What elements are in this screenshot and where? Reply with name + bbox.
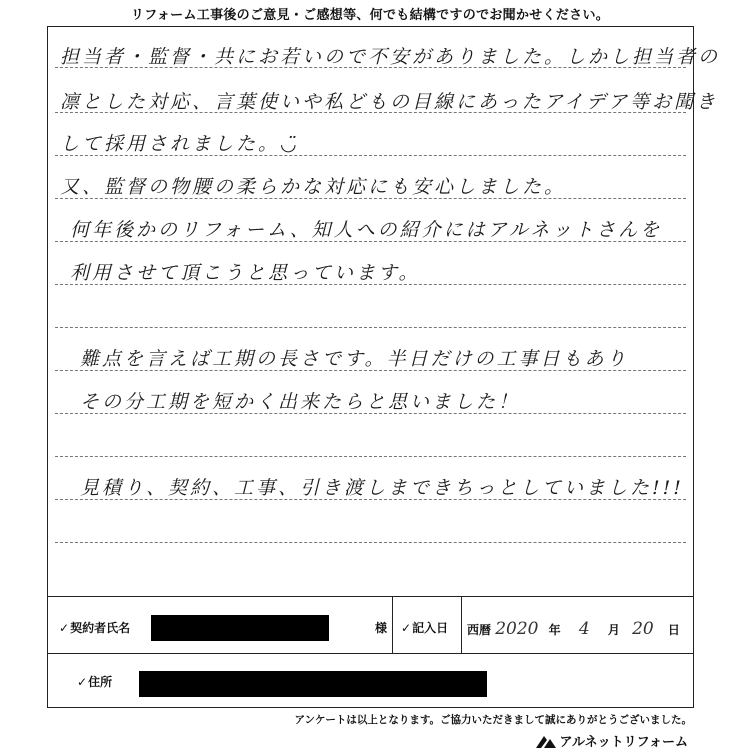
year-value: 2020 [495,619,539,639]
contract-name-label [59,619,130,636]
closing-note: アンケートは以上となります。ご協力いただきまして誠にありがとうございました。 [294,714,692,726]
day-unit: 日 [667,623,680,637]
brand-name: アルネットリフォーム [559,735,688,750]
handwritten-line: 凛とした対応、言葉使いや私どもの目線にあったアイデア等お聞き [60,91,719,113]
handwritten-line: 難点を言えば工期の長さです。半日だけの工事日もあり [80,348,629,370]
handwritten-line: 見積り、契約、工事、引き渡しまできちっとしていました!!! [80,477,684,499]
address-label [77,673,112,690]
check-mark-icon: ✓ [401,621,412,635]
check-mark-icon: ✓ [77,675,88,689]
name-date-row [47,597,694,654]
handwritten-line: 又、監督の物腰の柔らかな対応にも安心しました。 [60,176,567,198]
divider [392,597,393,653]
year-unit: 年 [548,623,561,637]
day-value: 20 [632,619,654,639]
redacted-address [139,671,487,697]
ruled-line [55,327,686,328]
divider [461,597,462,653]
customer-info-form [47,596,694,708]
date-label [401,619,448,636]
redacted-name [151,615,329,641]
address-row [47,653,694,709]
date-label-text: 記入日 [412,621,449,635]
handwritten-line: 何年後かのリフォーム、知人への紹介にはアルネットさんを [70,219,663,241]
ruled-line [55,456,686,457]
survey-header: リフォーム工事後のご意見・ご感想等、何でも結構ですのでお聞かせください。 [130,8,610,23]
ruled-line [55,542,686,543]
check-mark-icon: ✓ [59,621,70,635]
era-label: 西暦 [467,623,492,637]
brand-logo [536,731,688,750]
brand-mark-icon [536,734,556,748]
handwritten-line: 利用させて頂こうと思っています。 [70,262,421,284]
honorific-label: 様 [375,621,388,635]
date-value [467,619,680,639]
contract-name-label-text: 契約者氏名 [70,621,131,635]
address-label-text: 住所 [88,675,113,689]
handwritten-line: その分工期を短かく出来たらと思いました！ [80,391,521,413]
handwritten-line: して採用されました。◡̈ [60,133,300,155]
month-unit: 月 [607,623,620,637]
handwritten-line: 担当者・監督・共にお若いので不安がありました。しかし担当者の [60,46,721,68]
month-value: 4 [578,619,590,639]
